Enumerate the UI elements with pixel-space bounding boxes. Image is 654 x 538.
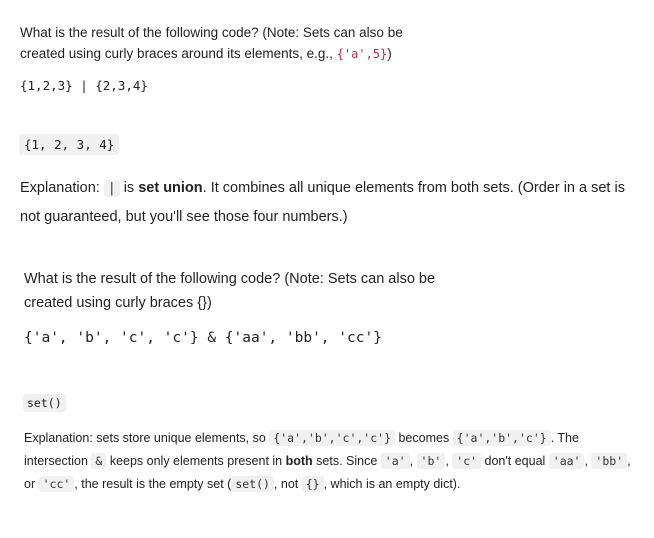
explanation-1-bold: set union (138, 180, 203, 196)
question-1-line1: What is the result of the following code? (Note: Sets can also be (20, 25, 403, 40)
exp2-text: , or (24, 454, 631, 491)
question-2-code: {'a', 'b', 'c', 'c'} & {'aa', 'bb', 'cc'} (24, 330, 382, 346)
explanation-1-mid: is (119, 180, 139, 196)
explanation-1-operator: | (104, 180, 120, 197)
exp2-code: 'cc' (39, 476, 75, 492)
exp2-text: , not (273, 477, 302, 491)
exp2-code: {} (302, 476, 324, 492)
explanation-1 (20, 174, 640, 231)
question-2-line1: What is the result of the following code? (Note: Sets can also be (24, 271, 436, 287)
exp2-code: {'a','b','c'} (453, 430, 551, 446)
exp2-text: , (445, 454, 453, 468)
question-1-line2-suffix: ) (387, 46, 392, 61)
question-1-text (20, 22, 440, 65)
exp2-text: Explanation: sets store unique elements, so (24, 431, 270, 445)
exp2-text: , which is an empty dict). (323, 477, 461, 491)
exp2-bold: both (285, 454, 313, 468)
exp2-text: keeps only elements present in (106, 454, 286, 468)
exp2-text: , (584, 454, 592, 468)
question-1-code: {1,2,3} | {2,3,4} (20, 78, 148, 93)
exp2-code: 'b' (417, 453, 446, 469)
exp2-text: . The intersection (24, 431, 579, 468)
question-2-line2: created using curly braces {}) (24, 295, 212, 311)
question-1-line2-prefix: created using curly braces around its elements, e.g., (20, 46, 337, 61)
exp2-code: & (91, 453, 106, 469)
exp2-code: 'c' (452, 453, 481, 469)
exp2-text: don't equal (481, 454, 549, 468)
exp2-text: sets. Since (312, 454, 381, 468)
exp2-text: becomes (395, 431, 453, 445)
explanation-1-prefix: Explanation: (20, 180, 104, 196)
exp2-code: 'a' (381, 453, 410, 469)
exp2-code: 'aa' (549, 453, 585, 469)
exp2-text: , the result is the empty set ( (74, 477, 232, 491)
answer-2-code: set() (23, 394, 66, 412)
exp2-code: set() (231, 476, 274, 492)
exp2-text: , (409, 454, 417, 468)
exp2-code: 'bb' (591, 453, 627, 469)
answer-1-code: {1, 2, 3, 4} (19, 134, 119, 155)
question-1-example-code: {'a',5} (336, 47, 388, 61)
question-2-text (24, 267, 524, 315)
exp2-code: {'a','b','c','c'} (269, 430, 395, 446)
explanation-2 (24, 427, 639, 496)
explanation-1-rest: . It combines all unique elements from both sets. (Order in a set is not guaranteed, but you'll see those four numbers.) (20, 180, 625, 225)
